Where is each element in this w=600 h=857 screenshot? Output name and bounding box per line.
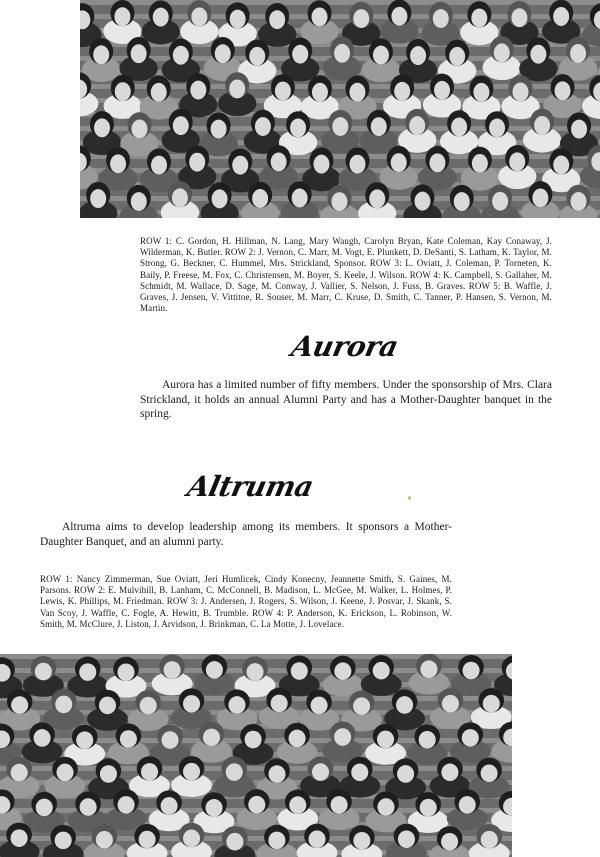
altruma-photo-caption: ROW 1: Nancy Zimmerman, Sue Oviatt, Jeri Humlicek, Cindy Konecny, Jeannette Smith, S. Gaines, M. Parsons. ROW 2: E. Mulvihill, B. Lanham, C. McConnell, B. Madison, L. McGee, M. Walker, L. Holmes, P. Lewis, K. Phillips, M. Friedman. ROW 3: J. Andersen, J. Rogers, S. Wilson, J. Keene, J. Posvar, J. Skank, S. Van Scoy, J. Waffle, C. Fogle, A. Hewitt, B. Trumble. ROW 4: P. Anderson, K. Erickson, L. Robinson, W. Smith, M. McClure, J. Liston, J. Arvidson, J. Brinkman, C. La Motte, J. Lovelace. — [40, 574, 452, 629]
aurora-group-photo — [80, 0, 600, 218]
aurora-description: Aurora has a limited number of fifty members. Under the sponsorship of Mrs. Clara Strickland, it holds an annual Alumni Party and has a Mother-Daughter banquet in the spring. — [140, 379, 552, 420]
altruma-group-photo-image — [0, 654, 512, 857]
aurora-heading: Aurora — [288, 330, 401, 363]
aurora-group-photo-image — [80, 0, 600, 218]
altruma-heading: Altruma — [184, 470, 317, 503]
altruma-description: Altruma aims to develop leadership among its members. It sponsors a Mother-Daughter Banquet, and an alumni party. — [40, 521, 452, 548]
print-speck — [408, 496, 411, 500]
altruma-group-photo — [0, 654, 512, 857]
aurora-photo-caption: ROW 1: C. Gordon, H. Hillman, N. Lang, Mary Waugh, Carolyn Bryan, Kate Coleman, Kay Conaway, J. Wilderman, K. Butler. ROW 2: J. Vernon, C. Marr, M. Vogt, E. Plunkett, D. DeSanti, S. Latham, K. Taylor, M. Strong, G. Beckner, C. Hummel, Mrs. Strickland, Sponsor. ROW 3: L. Oviatt, J. Coleman, P. Torneten, K. Baily, P. Freese, M. Fox, C. Christensen, M. Boyer, S. Keele, J. Wilson. ROW 4: K. Campbell, S. Gallaher, M. Schmidt, M. Wallace, D. Sage, M. Conway, J. Vallier, S. Nelson, J. Fuss, B. Graves. ROW 5: B. Waffle, J. Graves, J. Jensen, V. Vittitoe, R. Souser, M. Marr, C. Kruse, D. Smith, C. Tanner, P. Hansen, S. Vernon, M. Martin. — [140, 236, 552, 314]
